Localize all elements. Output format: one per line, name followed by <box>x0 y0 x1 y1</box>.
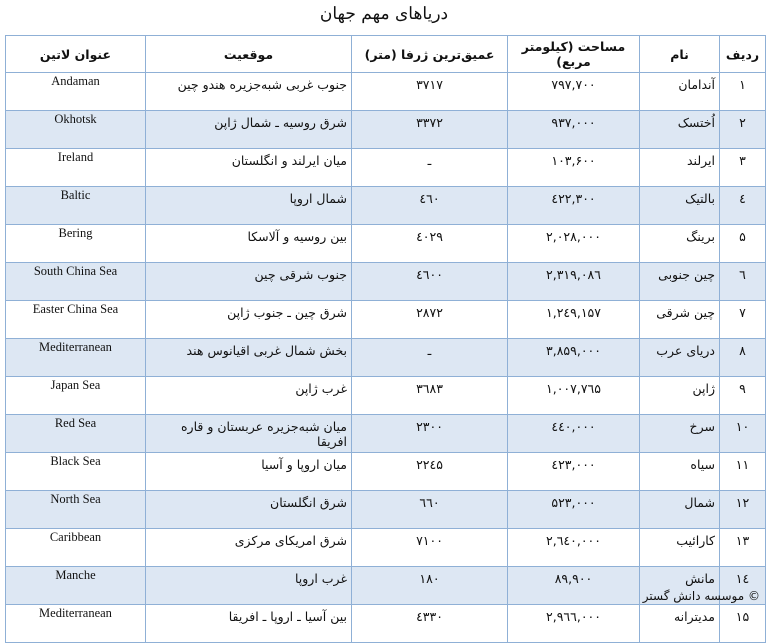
table-row <box>6 187 766 225</box>
cell-name: مدیترانه <box>640 605 720 643</box>
cell-latin: Ireland <box>6 149 146 187</box>
cell-name: سیاه <box>640 453 720 491</box>
cell-latin: Black Sea <box>6 453 146 491</box>
cell-name: مانش <box>640 567 720 605</box>
cell-depth: ـ <box>352 339 508 377</box>
cell-name: سرخ <box>640 415 720 453</box>
cell-name: چین جنوبی <box>640 263 720 301</box>
header-location: موقعیت <box>146 36 352 73</box>
cell-name: اُختسک <box>640 111 720 149</box>
cell-depth: ٤٦۰۰ <box>352 263 508 301</box>
seas-table <box>5 35 766 643</box>
cell-location: شرق انگلستان <box>146 491 352 529</box>
table-row <box>6 377 766 415</box>
cell-area: ۲,۳۱۹,۰۸٦ <box>508 263 640 301</box>
cell-latin: South China Sea <box>6 263 146 301</box>
cell-location: میان اروپا و آسیا <box>146 453 352 491</box>
cell-area: ۲,۰۲۸,۰۰۰ <box>508 225 640 263</box>
header-index: ردیف <box>720 36 766 73</box>
cell-latin: Bering <box>6 225 146 263</box>
table-header-row <box>6 36 766 73</box>
cell-location: میان شبه‌جزیره عربستان و قاره افریقا <box>146 415 352 453</box>
cell-latin: Baltic <box>6 187 146 225</box>
table-row <box>6 491 766 529</box>
cell-location: جنوب غربی شبه‌جزیره هندو چین <box>146 73 352 111</box>
cell-area: ۵۲۳,۰۰۰ <box>508 491 640 529</box>
cell-depth: ۷۱۰۰ <box>352 529 508 567</box>
cell-depth: ٦٦۰ <box>352 491 508 529</box>
cell-index: ۱٤ <box>720 567 766 605</box>
cell-index: ۵ <box>720 225 766 263</box>
page-title: دریاهای مهم جهان <box>319 4 449 24</box>
cell-area: ۲,٦٤۰,۰۰۰ <box>508 529 640 567</box>
cell-latin: North Sea <box>6 491 146 529</box>
cell-depth: ٤٦۰ <box>352 187 508 225</box>
cell-depth: ٤۰۲۹ <box>352 225 508 263</box>
cell-name: شمال <box>640 491 720 529</box>
cell-depth: ـ <box>352 149 508 187</box>
cell-latin: Japan Sea <box>6 377 146 415</box>
cell-area: ۱۰۳,۶۰۰ <box>508 149 640 187</box>
cell-location: شرق روسیه ـ شمال ژاپن <box>146 111 352 149</box>
cell-index: ۱۱ <box>720 453 766 491</box>
cell-index: ۸ <box>720 339 766 377</box>
table-row <box>6 263 766 301</box>
cell-area: ۷۹۷,۷۰۰ <box>508 73 640 111</box>
cell-area: ۲,۹٦٦,۰۰۰ <box>508 605 640 643</box>
cell-index: ۹ <box>720 377 766 415</box>
cell-location: میان ایرلند و انگلستان <box>146 149 352 187</box>
cell-location: بخش شمال غربی اقیانوس هند <box>146 339 352 377</box>
table-row <box>6 415 766 453</box>
cell-index: ٤ <box>720 187 766 225</box>
cell-depth: ۲۸۷۲ <box>352 301 508 339</box>
cell-index: ۱ <box>720 73 766 111</box>
header-latin: عنوان لاتین <box>6 36 146 73</box>
cell-location: بین آسیا ـ اروپا ـ افریقا <box>146 605 352 643</box>
cell-location: غرب ژاپن <box>146 377 352 415</box>
cell-latin: Mediterranean <box>6 339 146 377</box>
cell-area: ٤٤۰,۰۰۰ <box>508 415 640 453</box>
cell-depth: ۲۳۰۰ <box>352 415 508 453</box>
cell-depth: ۳٦۸۳ <box>352 377 508 415</box>
cell-name: دریای عرب <box>640 339 720 377</box>
cell-index: ۷ <box>720 301 766 339</box>
cell-location: جنوب شرقی چین <box>146 263 352 301</box>
cell-area: ۱,۲٤۹,۱۵۷ <box>508 301 640 339</box>
cell-location: شرق چین ـ جنوب ژاپن <box>146 301 352 339</box>
cell-depth: ۳۷۱۷ <box>352 73 508 111</box>
cell-latin: Okhotsk <box>6 111 146 149</box>
header-name: نام <box>640 36 720 73</box>
cell-name: بالتیک <box>640 187 720 225</box>
cell-area: ٤۲۲,۳۰۰ <box>508 187 640 225</box>
header-area: مساحت (کیلومتر مربع) <box>508 36 640 73</box>
cell-latin: Manche <box>6 567 146 605</box>
cell-location: شرق امریکای مرکزی <box>146 529 352 567</box>
table-row <box>6 225 766 263</box>
table-row <box>6 149 766 187</box>
cell-area: ۳,۸۵۹,۰۰۰ <box>508 339 640 377</box>
table-row <box>6 605 766 643</box>
header-depth: عمیق‌ترین ژرفا (متر) <box>352 36 508 73</box>
cell-area: ٤۲۳,۰۰۰ <box>508 453 640 491</box>
cell-name: برینگ <box>640 225 720 263</box>
cell-name: آندامان <box>640 73 720 111</box>
cell-depth: ۲۲٤۵ <box>352 453 508 491</box>
cell-location: غرب اروپا <box>146 567 352 605</box>
copyright-footer: © موسسه دانش گستر <box>642 589 760 603</box>
cell-index: ۳ <box>720 149 766 187</box>
cell-latin: Mediterranean <box>6 605 146 643</box>
cell-index: ۲ <box>720 111 766 149</box>
cell-latin: Andaman <box>6 73 146 111</box>
cell-name: ژاپن <box>640 377 720 415</box>
table-row <box>6 111 766 149</box>
cell-area: ۱,۰۰۷,۷٦۵ <box>508 377 640 415</box>
cell-location: شمال اروپا <box>146 187 352 225</box>
cell-name: کارائیب <box>640 529 720 567</box>
cell-latin: Easter China Sea <box>6 301 146 339</box>
cell-location: بین روسیه و آلاسکا <box>146 225 352 263</box>
cell-index: ۱۵ <box>720 605 766 643</box>
cell-area: ۹۳۷,۰۰۰ <box>508 111 640 149</box>
cell-depth: ۳۳۷۲ <box>352 111 508 149</box>
table-row <box>6 453 766 491</box>
table-row <box>6 339 766 377</box>
cell-index: ٦ <box>720 263 766 301</box>
cell-latin: Red Sea <box>6 415 146 453</box>
cell-index: ۱۰ <box>720 415 766 453</box>
cell-name: ایرلند <box>640 149 720 187</box>
table-row <box>6 529 766 567</box>
table-row <box>6 301 766 339</box>
cell-depth: ٤۳۳۰ <box>352 605 508 643</box>
cell-latin: Caribbean <box>6 529 146 567</box>
cell-depth: ۱۸۰ <box>352 567 508 605</box>
cell-area: ۸۹,۹۰۰ <box>508 567 640 605</box>
cell-index: ۱۳ <box>720 529 766 567</box>
cell-index: ۱۲ <box>720 491 766 529</box>
table-row <box>6 73 766 111</box>
cell-name: چین شرقی <box>640 301 720 339</box>
